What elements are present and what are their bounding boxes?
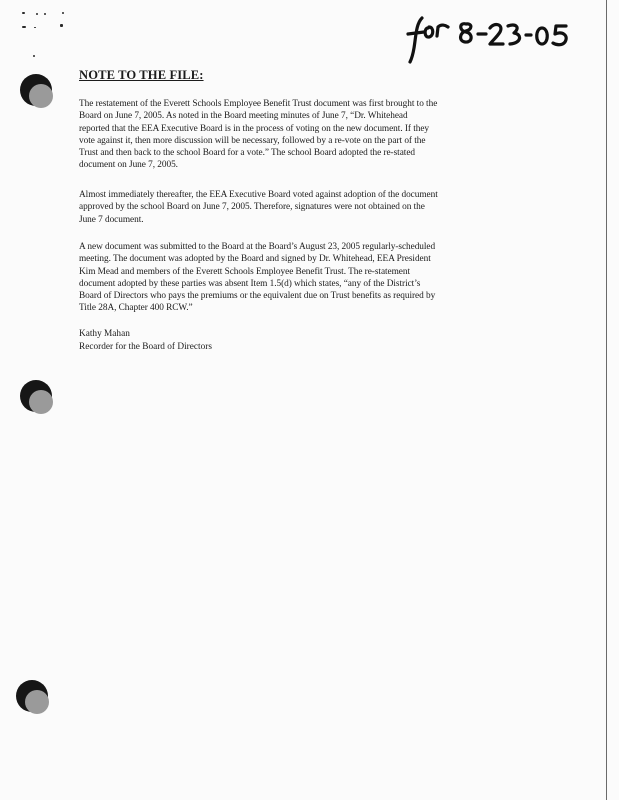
punch-hole-icon — [12, 676, 58, 722]
scan-speck — [36, 13, 38, 15]
punch-hole-icon — [16, 70, 62, 116]
scan-speck — [22, 26, 26, 28]
punch-hole-icon — [16, 376, 62, 422]
handwritten-date-annotation — [404, 14, 580, 64]
paragraph-restatement-history — [79, 98, 525, 172]
paragraph-line: reported that the EEA Executive Board is in the process of voting on the new document. If they — [79, 123, 430, 134]
signature-name: Kathy Mahan — [79, 329, 130, 339]
paragraph-new-document — [79, 241, 525, 315]
paragraph-line: Board on June 7, 2005. As noted in the Board meeting minutes of June 7, “Dr. Whitehead — [79, 111, 408, 122]
scan-speck — [62, 12, 64, 14]
paragraph-line: Trust and then back to the school Board for a vote.” The school Board adopted the re-stated — [79, 148, 415, 159]
paragraph-line: A new document was submitted to the Board at the Board’s August 23, 2005 regularly-scheduled — [79, 242, 436, 252]
paragraph-line: June 7 document. — [79, 214, 144, 225]
scan-speck — [22, 12, 25, 14]
paragraph-line: vote against it, then more discussion will be necessary, followed by a re-vote on the part of the — [79, 135, 426, 146]
paragraph-line: Kim Mead and members of the Everett Schools Employee Benefit Trust. The re-statement — [79, 266, 411, 277]
paragraph-eea-vote — [79, 189, 525, 226]
paragraph-line: document adopted by these parties was absent Item 1.5(d) which states, “any of the District’s — [79, 278, 421, 289]
paragraph-line: meeting. The document was adopted by the Board and signed by Dr. Whitehead, EEA President — [79, 254, 431, 265]
paragraph-line: The restatement of the Everett Schools Employee Benefit Trust document was first brought to the — [79, 99, 438, 109]
scan-speck — [44, 13, 46, 15]
scan-speck — [34, 27, 36, 28]
scan-edge-line — [606, 0, 607, 800]
paragraph-line: approved by the school Board on June 7, 2005. Therefore, signatures were not obtained on the — [79, 202, 425, 213]
scan-speck — [33, 55, 35, 57]
signature-title: Recorder for the Board of Directors — [79, 342, 212, 352]
paragraph-line: Title 28A, Chapter 400 RCW.” — [79, 303, 193, 314]
paragraph-line: document on June 7, 2005. — [79, 160, 178, 171]
scan-speck — [60, 24, 63, 27]
note-title: NOTE TO THE FILE: — [79, 68, 204, 82]
paragraph-line: Almost immediately thereafter, the EEA Executive Board voted against adoption of the document — [79, 190, 438, 200]
paragraph-line: Board of Directors who pays the premiums or the equivalent due on Trust benefits as required by — [79, 291, 436, 302]
